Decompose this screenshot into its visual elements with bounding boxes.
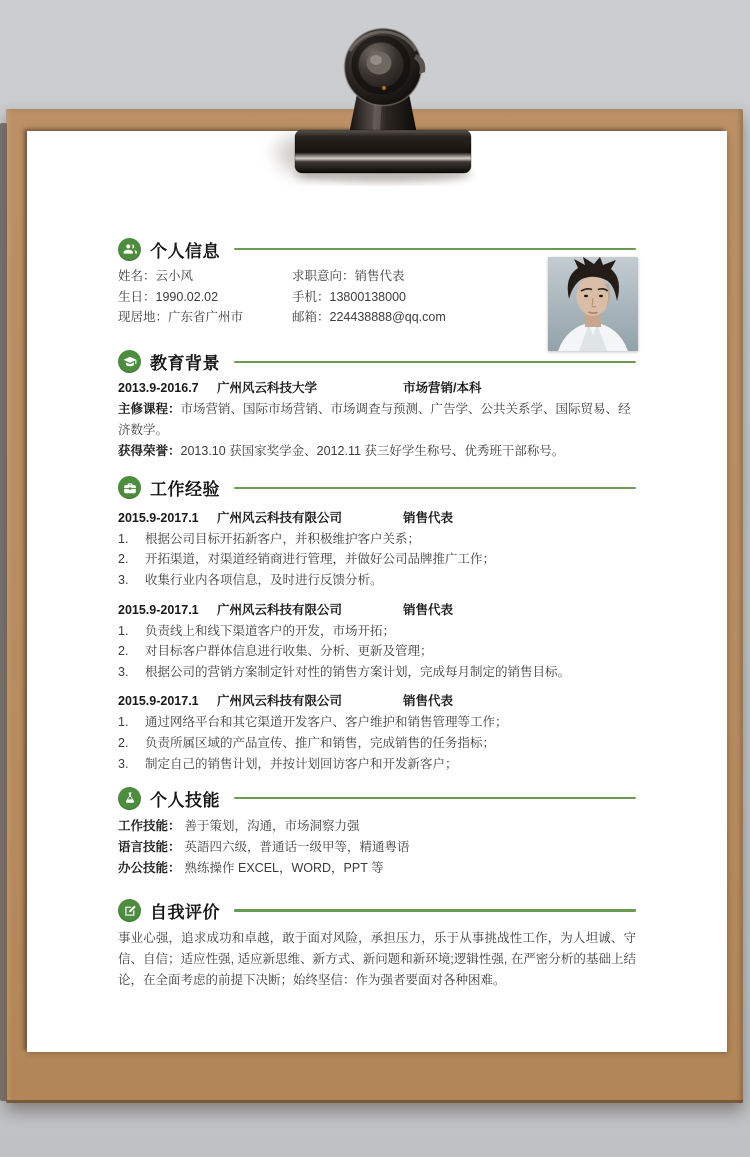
education-major: 市场营销/本科 — [403, 380, 482, 395]
field-phone: 手机：13800138000 — [292, 289, 406, 304]
field-email: 邮箱：224438888@qq.com — [292, 310, 446, 325]
job-company: 广州风云科技有限公司 — [217, 510, 343, 525]
job-duty: 负责所属区域的产品宣传、推广和销售，完成销售的任务指标； — [145, 735, 496, 750]
section-divider — [234, 487, 636, 490]
job-duty: 通过网络平台和其它渠道开发客户、客户维护和销售管理等工作； — [145, 715, 508, 730]
education-period: 2013.9-2016.7 — [118, 380, 199, 395]
education-school: 广州风云科技大学 — [217, 380, 318, 395]
section-personal-info — [118, 237, 636, 328]
field-name: 姓名：云小风 — [118, 269, 194, 283]
graduation-cap-icon — [118, 350, 141, 373]
section-title: 教育背景 — [150, 354, 220, 374]
job-duty: 制定自己的销售计划，并按计划回访客户和开发新客户； — [145, 756, 458, 771]
education-body — [118, 378, 636, 462]
job-duty: 收集行业内各项信息，及时进行反馈分析。 — [145, 572, 383, 587]
resume-paper — [27, 131, 727, 1052]
section-header — [118, 786, 636, 810]
section-education — [118, 350, 636, 462]
section-header — [118, 350, 636, 374]
section-title: 工作经验 — [150, 480, 220, 500]
education-courses: 主修课程：市场营销、国际市场营销、市场调查与预测、广告学、公共关系学、国际贸易、经济数学。 — [118, 401, 631, 437]
skill-language: 语言技能： 英語四六级，普通话一级甲等，精通粤语 — [118, 839, 410, 854]
job-company: 广州风云科技有限公司 — [217, 602, 343, 617]
field-residence: 现居地：广东省广州市 — [118, 310, 244, 325]
skills-body — [118, 816, 636, 878]
edit-pencil-icon — [118, 899, 141, 922]
section-title: 个人信息 — [150, 241, 220, 261]
section-self-evaluation — [118, 899, 636, 991]
job-company: 广州风云科技有限公司 — [217, 694, 343, 709]
job-entry — [118, 508, 636, 591]
job-period: 2015.9-2017.1 — [118, 602, 199, 617]
job-period: 2015.9-2017.1 — [118, 510, 199, 525]
job-entry-header — [118, 508, 636, 529]
job-duty: 开拓渠道，对渠道经销商进行管理，并做好公司品牌推广工作； — [145, 552, 496, 567]
job-duty: 根据公司目标开拓新客户，并积极维护客户关系； — [145, 531, 421, 546]
section-header — [118, 899, 636, 923]
briefcase-icon — [118, 476, 141, 499]
section-divider — [234, 797, 636, 800]
job-role: 销售代表 — [403, 602, 454, 617]
field-birthday: 生日：1990.02.02 — [118, 289, 219, 304]
job-entry-header — [118, 600, 636, 621]
section-work-experience — [118, 476, 636, 774]
job-duty: 负责线上和线下渠道客户的开发，市场开拓； — [145, 623, 396, 638]
job-duties — [118, 712, 636, 774]
binder-clip — [278, 6, 492, 186]
section-divider — [234, 248, 636, 251]
job-period: 2015.9-2017.1 — [118, 694, 199, 709]
evaluation-body — [118, 928, 636, 991]
job-entry — [118, 600, 636, 683]
job-duties — [118, 529, 636, 591]
section-skills — [118, 786, 636, 878]
education-honors: 获得荣誉：2013.10 获国家奖学金、2012.11 获三好学生称号、优秀班干部称号。 — [118, 443, 565, 458]
users-icon — [118, 238, 141, 261]
section-title: 个人技能 — [150, 790, 220, 810]
evaluation-text: 事业心强，追求成功和卓越，敢于面对风险，承担压力，乐于从事挑战性工作，为人坦诚、守信、自信；适应性强, 适应新思维、新方式、新问题和新环境;逻辑性强, 在严密分析的基础上结论，在全面考虑的前提下决断；始终坚信：作为强者要面对各种困难。 — [118, 930, 636, 987]
job-role: 销售代表 — [403, 510, 454, 525]
job-duties — [118, 621, 636, 683]
resume-content — [27, 131, 727, 1052]
job-entry-header — [118, 691, 636, 712]
education-entry-header — [118, 378, 636, 399]
section-divider — [234, 361, 636, 364]
profile-photo — [548, 257, 638, 351]
job-duty: 对目标客户群体信息进行收集、分析、更新及管理； — [145, 644, 433, 659]
flask-icon — [118, 787, 141, 810]
personal-info-body — [118, 266, 636, 328]
job-duty: 根据公司的营销方案制定针对性的销售方案计划，完成每月制定的销售目标。 — [145, 664, 571, 679]
job-role: 销售代表 — [403, 694, 454, 709]
section-divider — [234, 909, 636, 912]
job-entry — [118, 691, 636, 774]
clip-bar — [295, 130, 471, 173]
field-job-intention: 求职意向：销售代表 — [292, 269, 405, 283]
skill-office: 办公技能： 熟练操作 EXCEL，WORD，PPT 等 — [118, 860, 384, 875]
section-header — [118, 476, 636, 500]
skill-work: 工作技能： 善于策划，沟通，市场洞察力强 — [118, 819, 360, 834]
section-title: 自我评价 — [150, 903, 220, 923]
